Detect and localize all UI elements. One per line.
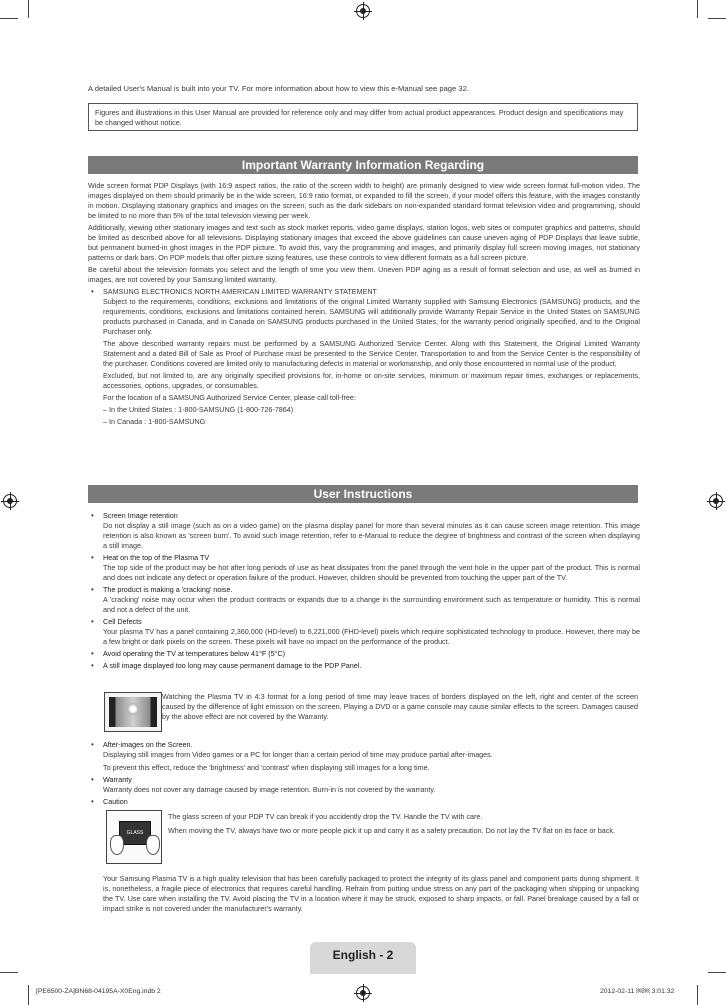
glass-label: GLASS bbox=[119, 821, 151, 845]
flower-icon bbox=[127, 703, 139, 715]
hand-icon bbox=[110, 835, 124, 855]
warranty-phone-us: – In the United States : 1-800-SAMSUNG (1-800-726-7864) bbox=[103, 405, 294, 414]
item-heading: After-images on the Screen. bbox=[103, 740, 193, 749]
crop-mark bbox=[28, 985, 29, 1005]
list-item bbox=[88, 775, 640, 795]
still-image-thumbnail bbox=[104, 692, 162, 732]
list-item bbox=[88, 585, 640, 615]
date-slug: 2012-02-11 ￼￼ 3:01:32 bbox=[600, 988, 675, 995]
intro-text: A detailed User's Manual is built into your TV. For more information about how to view this e-Manual see page 32. bbox=[88, 84, 469, 93]
item-text: Your plasma TV has a panel containing 2,360,000 (HD-level) to 6,221,000 (FHD-level) pixels which require sophisticated technology to produce. However, there may be a few bright or dark pixels on the screen. These pixels will have no impact on the performance of the product. bbox=[103, 627, 640, 646]
item-heading: Cell Defects bbox=[103, 617, 142, 626]
registration-mark-icon bbox=[356, 986, 370, 1000]
bullet-icon: • bbox=[91, 797, 94, 806]
list-item bbox=[88, 511, 640, 551]
item-heading: Caution bbox=[103, 797, 128, 806]
warranty-paragraph: Be careful about the television formats you select and the length of time you view them. Uneven PDP aging as a result of format selection and use, as well as burned in images, are not covered by your Samsung limited warranty. bbox=[88, 265, 640, 284]
registration-mark-icon bbox=[356, 4, 370, 18]
file-slug: [PE6500-ZA]BN68-04195A-X0Eng.indb 2 bbox=[36, 988, 161, 995]
warranty-details bbox=[88, 297, 640, 427]
bullet-icon: • bbox=[91, 740, 94, 749]
item-text: Displaying still images from Video games or a PC for longer than a certain period of time may produce partial after-images. bbox=[103, 750, 493, 759]
item-heading: A still image displayed too long may cause permanent damage to the PDP Panel. bbox=[103, 661, 362, 670]
list-item bbox=[88, 740, 640, 773]
crop-mark bbox=[708, 972, 726, 973]
list-item bbox=[88, 553, 640, 583]
list-item bbox=[88, 649, 640, 659]
bullet-icon: • bbox=[91, 661, 94, 670]
bullet-icon: • bbox=[91, 287, 94, 296]
closing-paragraph: Your Samsung Plasma TV is a high quality television that has been carefully packaged to protect the integrity of its glass panel and component parts during shipment. It is, nonetheless, a fragile piece of electronics that requires careful handling. Refrain from putting undue stress on any part of the packaging when shipping or unpacking the TV. Use care when installing the TV. Avoid placing the TV in a location where it may be struck, exposed to sharp impacts, or fall. Panel breakage caused by a fall or impact strike is not covered under the manufacturer's warranty. bbox=[103, 874, 639, 913]
item-heading: Screen Image retention bbox=[103, 511, 178, 520]
item-text: A 'cracking' noise may occur when the product contracts or expands due to a change in the surrounding environment such as temperature or humidity. This is normal and not a defect of the unit. bbox=[103, 595, 640, 614]
hand-icon bbox=[146, 835, 160, 855]
bullet-icon: • bbox=[91, 649, 94, 658]
warranty-bullet bbox=[88, 287, 640, 297]
bullet-icon: • bbox=[91, 775, 94, 784]
crop-mark bbox=[697, 0, 698, 18]
item-text: Warranty does not cover any damage caused by image retention. Burn-in is not covered by the warranty. bbox=[103, 785, 436, 794]
crop-mark bbox=[0, 972, 18, 973]
bullet-icon: • bbox=[91, 553, 94, 562]
user-instructions-heading: User Instructions bbox=[88, 485, 638, 503]
glass-caution-icon bbox=[106, 810, 162, 864]
item-heading: Avoid operating the TV at temperatures below 41°F (5°C) bbox=[103, 649, 286, 658]
warranty-paragraph: Wide screen format PDP Displays (with 16:9 aspect ratios, the ratio of the screen width to height) are primarily designed to view wide screen format full-motion video. The images displayed on them should primarily be in the wide screen, 16:9 ratio format, or expanded to fill the screen, if your model offers this feature, with the images constantly in motion. Displaying stationary graphics and images on the screen, such as the dark sidebars on non-expanded standard format television video and programming, should be limited to no more than 5% of the total television viewing per week. bbox=[88, 181, 640, 220]
still-image-text: Watching the Plasma TV in 4:3 format for a long period of time may leave traces of borders displayed on the left, right and center of the screen caused by the difference of light emission on the screen. Playing a DVD or a game console may cause similar effects to the screen. Damages caused by the above effect are not covered by the Warranty. bbox=[162, 692, 638, 721]
registration-mark-icon bbox=[3, 494, 17, 508]
crop-mark bbox=[0, 18, 18, 19]
warranty-detail: Subject to the requirements, conditions, exclusions and limitations of the original Limited Warranty supplied with Samsung Electronics (SAMSUNG) products, and the requirements, conditions, exclusions and limitations contained herein, SAMSUNG will additionally provide Warranty Repair Service in the United States on SAMSUNG products purchased in Canada, and in Canada on SAMSUNG products purchased in the United States, for the warranty period originally specified, and to the Original Purchaser only. bbox=[103, 297, 640, 336]
notice-box: Figures and illustrations in this User Manual are provided for reference only and may differ from actual product appearances. Product design and specifications may be changed without notice. bbox=[88, 103, 638, 131]
user-instructions-list-bottom bbox=[88, 740, 640, 809]
item-text: Do not display a still image (such as on a video game) on the plasma display panel for more than several minutes as it can cause screen image retention. This image retention is also known as 'screen burn'. To avoid such image retention, refer to e-Manual to reduce the degree of brightness and contrast of the screen when displaying a still image. bbox=[103, 521, 640, 550]
bullet-icon: • bbox=[91, 617, 94, 626]
warranty-bullet-title: SAMSUNG ELECTRONICS NORTH AMERICAN LIMITED WARRANTY STATEMENT bbox=[103, 287, 377, 296]
warranty-detail: For the location of a SAMSUNG Authorized Service Center, please call toll-free: bbox=[103, 393, 356, 402]
bullet-icon: • bbox=[91, 585, 94, 594]
item-heading: Heat on the top of the Plasma TV bbox=[103, 553, 210, 562]
caution-line: The glass screen of your PDP TV can break if you accidently drop the TV. Handle the TV with care. bbox=[168, 812, 483, 821]
user-instructions-list-top bbox=[88, 511, 640, 673]
registration-mark-icon bbox=[709, 494, 723, 508]
list-item bbox=[88, 617, 640, 647]
page-number: English - 2 bbox=[310, 942, 416, 974]
caution-line: When moving the TV, always have two or more people pick it up and carry it as a safety precaution. Do not lay the TV flat on its face or back. bbox=[168, 826, 615, 835]
warranty-phone-ca: – In Canada : 1-800-SAMSUNG bbox=[103, 417, 206, 426]
caution-text bbox=[168, 812, 638, 836]
item-heading: Warranty bbox=[103, 775, 132, 784]
crop-mark bbox=[28, 0, 29, 18]
warranty-section bbox=[88, 181, 640, 429]
warranty-detail: Excluded, but not limited to, are any originally specified provisions for, in-home or on-site services, minimum or maximum repair times, exchanges or replacements, accessories, options, upgrades, or consumables. bbox=[103, 371, 640, 390]
item-text: The top side of the product may be hot after long periods of use as heat dissipates from the panel through the vent hole in the upper part of the product. This is normal and does not indicate any defect or operation failure of the product. However, children should be prevented from touching the upper part of the TV. bbox=[103, 563, 640, 582]
warranty-detail: The above described warranty repairs must be performed by a SAMSUNG Authorized Service Center. Along with this Statement, the Original Limited Warranty Statement and a dated Bill of Sale as Proof of Purchase must be presented to the Service Center. Transportation to and from the Service Center is the responsibility of the purchaser. Conditions covered are limited only to manufacturing defects in material or workmanship, and only those encountered in normal use of the product. bbox=[103, 339, 640, 368]
item-heading: The product is making a 'cracking' noise. bbox=[103, 585, 233, 594]
list-item bbox=[88, 797, 640, 807]
list-item bbox=[88, 661, 640, 671]
crop-mark bbox=[708, 18, 726, 19]
crop-mark bbox=[697, 985, 698, 1005]
warranty-paragraph: Additionally, viewing other stationary images and text such as stock market reports, video game displays, station logos, web sites or computer graphics and patterns, should be limited as described above for all televisions. Displaying stationary images that exceed the above guidelines can cause uneven aging of PDP Displays that leave subtle, but permanent burned-in ghost images in the PDP picture. To avoid this, vary the programming and images, and primarily display full screen moving images, not stationary patterns or dark bars. On PDP models that offer picture sizing features, use these controls to view different formats as a full screen picture. bbox=[88, 223, 640, 262]
bullet-icon: • bbox=[91, 511, 94, 520]
warranty-heading: Important Warranty Information Regarding bbox=[88, 156, 638, 174]
item-text: To prevent this effect, reduce the 'brightness' and 'contrast' when displaying still images for a long time. bbox=[103, 763, 430, 772]
